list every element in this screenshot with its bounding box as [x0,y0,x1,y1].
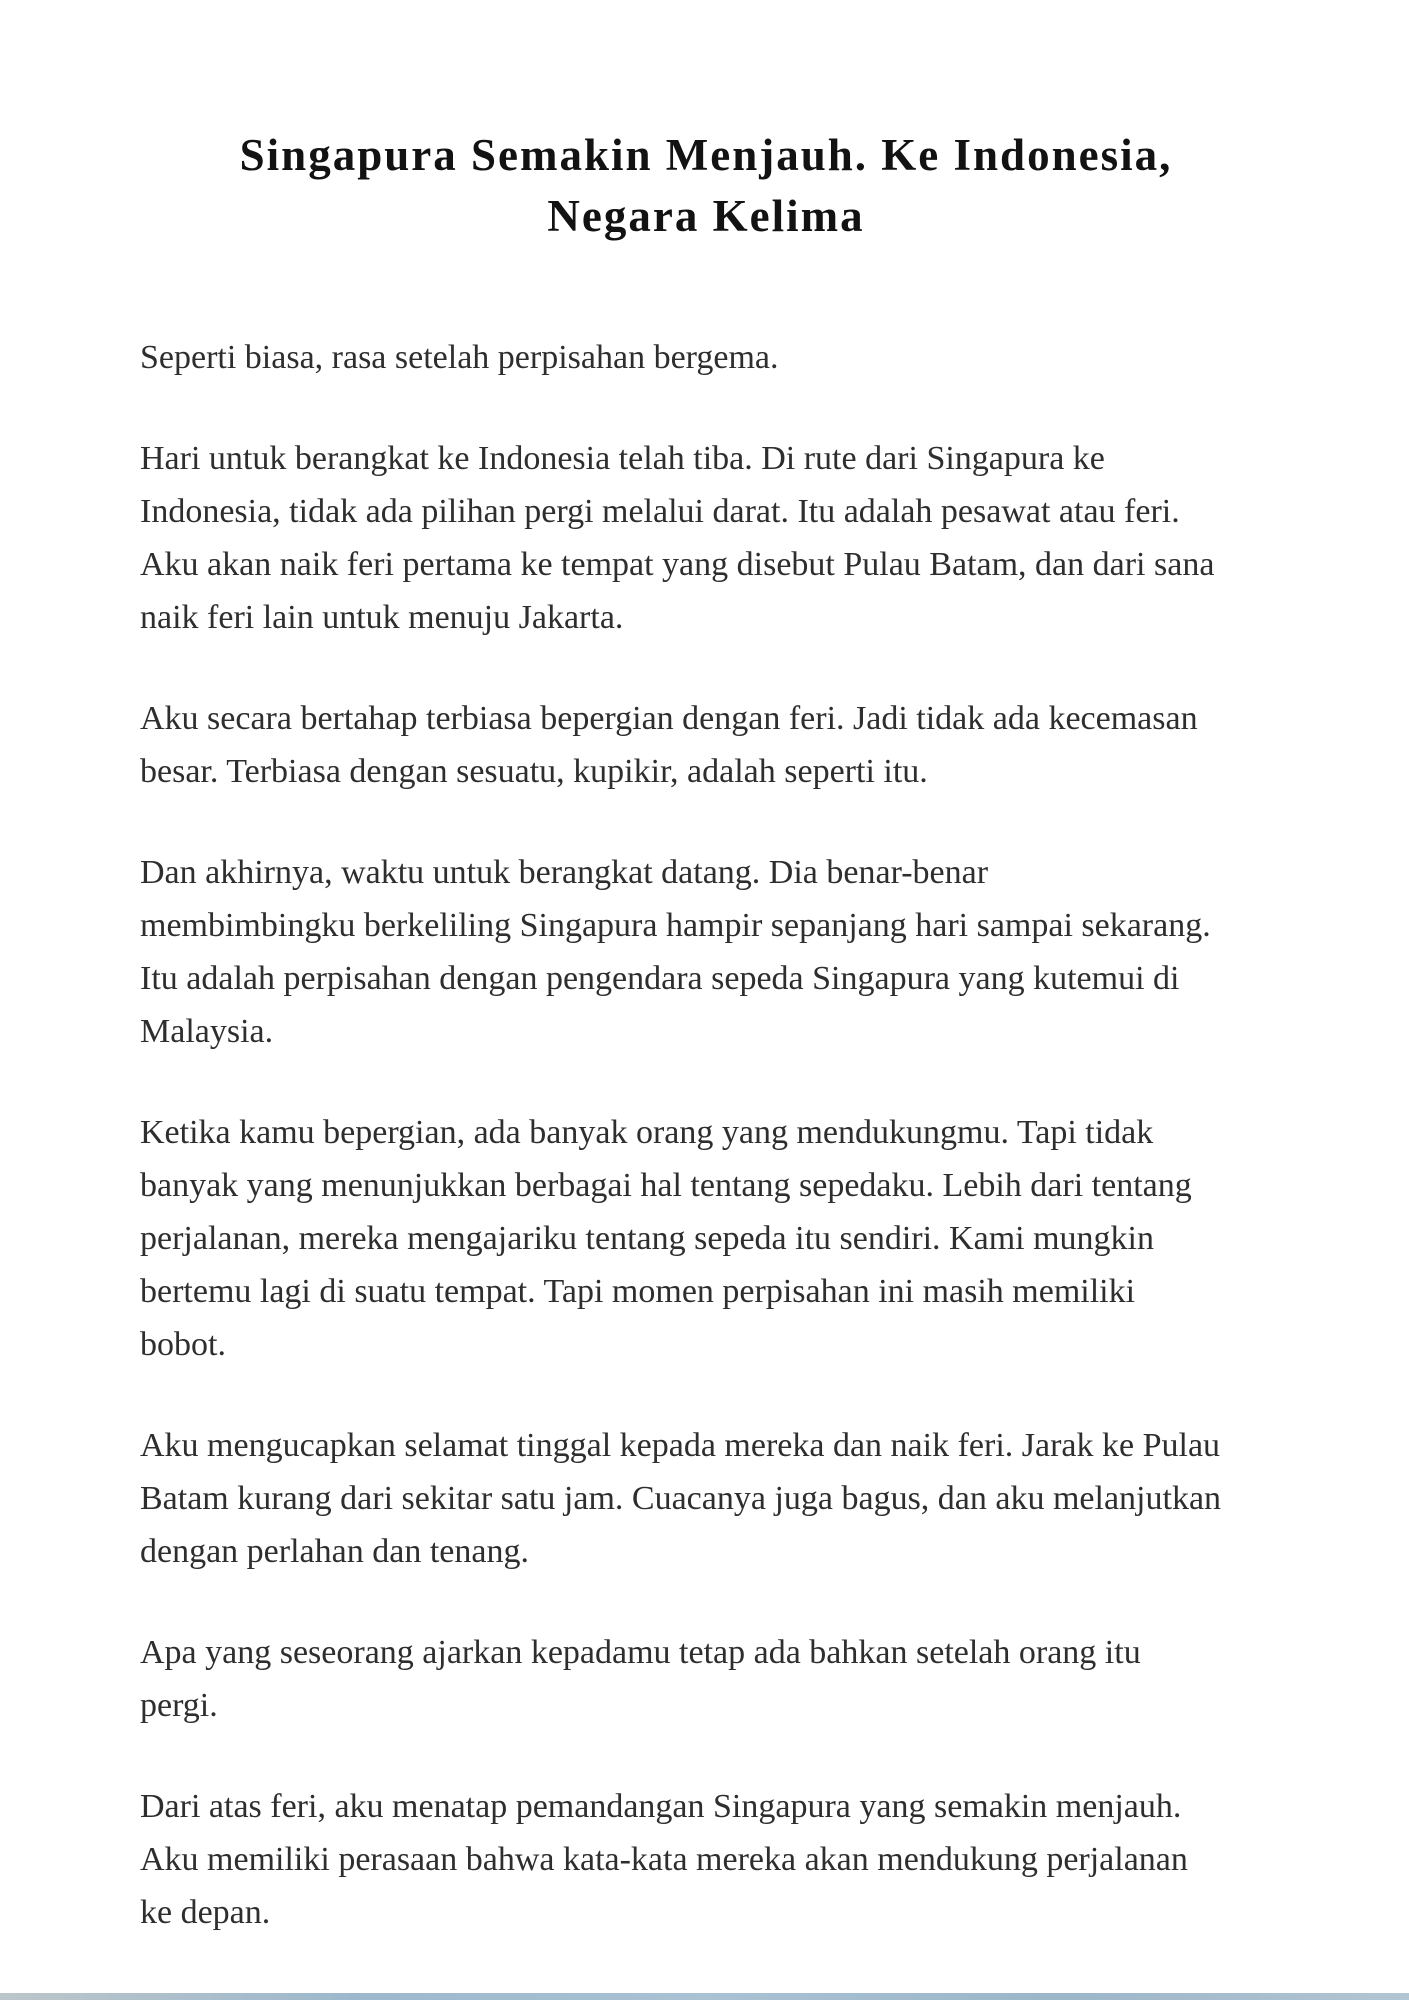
text-line: ke depan. [140,1894,271,1931]
text-line: membimbingku berkeliling Singapura hampir sepanjang hari sampai sekarang. [140,907,1211,944]
text-line: Dari atas feri, aku menatap pemandangan Singapura yang semakin menjauh. [140,1788,1182,1825]
text-line: Batam kurang dari sekitar satu jam. Cuacanya juga bagus, dan aku melanjutkan [140,1480,1222,1517]
text-line: dengan perlahan dan tenang. [140,1533,529,1570]
page-title-line: Singapura Semakin Menjauh. Ke Indonesia, [239,130,1173,180]
text-line: Itu adalah perpisahan dengan pengendara sepeda Singapura yang kutemui di [140,960,1180,997]
bottom-image-top-edge [0,1993,1409,2000]
paragraph [140,692,1272,798]
page-title [140,125,1272,247]
text-line: bobot. [140,1326,226,1363]
paragraph [140,331,1272,384]
article [140,125,1272,1987]
text-line: bertemu lagi di suatu tempat. Tapi momen perpisahan ini masih memiliki [140,1273,1136,1310]
paragraph [140,432,1272,644]
page-title-line: Negara Kelima [547,191,865,241]
text-line: Indonesia, tidak ada pilihan pergi melalui darat. Itu adalah pesawat atau feri. [140,493,1180,530]
paragraph [140,846,1272,1058]
text-line: Malaysia. [140,1013,274,1050]
text-line: Hari untuk berangkat ke Indonesia telah tiba. Di rute dari Singapura ke [140,440,1105,477]
text-line: perjalanan, mereka mengajariku tentang sepeda itu sendiri. Kami mungkin [140,1220,1154,1257]
paragraph [140,1626,1272,1732]
text-line: Aku akan naik feri pertama ke tempat yang disebut Pulau Batam, dan dari sana [140,546,1215,583]
text-line: Aku mengucapkan selamat tinggal kepada mereka dan naik feri. Jarak ke Pulau [140,1427,1221,1464]
text-line: naik feri lain untuk menuju Jakarta. [140,599,624,636]
paragraph [140,1106,1272,1371]
text-line: banyak yang menunjukkan berbagai hal tentang sepedaku. Lebih dari tentang [140,1167,1192,1204]
text-line: Ketika kamu bepergian, ada banyak orang yang mendukungmu. Tapi tidak [140,1114,1154,1151]
paragraph [140,1780,1272,1939]
text-line: Dan akhirnya, waktu untuk berangkat datang. Dia benar-benar [140,854,989,891]
text-line: Seperti biasa, rasa setelah perpisahan bergema. [140,339,779,376]
text-line: Apa yang seseorang ajarkan kepadamu tetap ada bahkan setelah orang itu [140,1634,1141,1671]
text-line: besar. Terbiasa dengan sesuatu, kupikir, adalah seperti itu. [140,753,928,790]
paragraph [140,1419,1272,1578]
text-line: Aku memiliki perasaan bahwa kata-kata mereka akan mendukung perjalanan [140,1841,1188,1878]
text-line: pergi. [140,1687,218,1724]
text-line: Aku secara bertahap terbiasa bepergian dengan feri. Jadi tidak ada kecemasan [140,700,1198,737]
